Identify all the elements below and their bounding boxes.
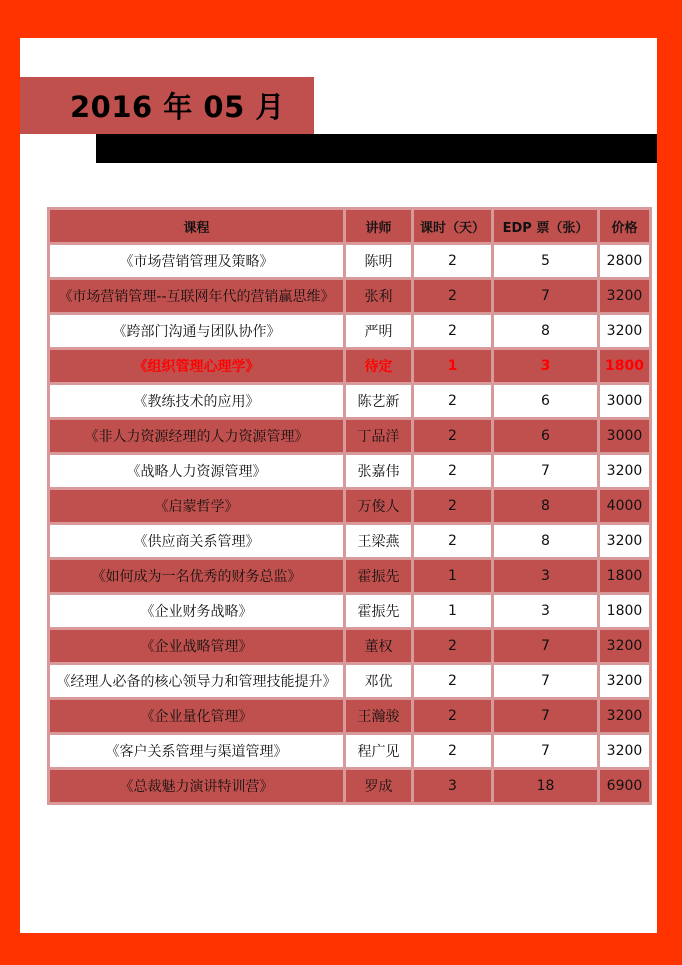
cell-price: 3200 <box>599 699 651 734</box>
cell-price: 1800 <box>599 594 651 629</box>
cell-days: 1 <box>413 594 493 629</box>
table-row <box>49 524 651 559</box>
cell-tickets: 8 <box>493 314 599 349</box>
cell-course: 《市场营销管理--互联网年代的营销赢思维》 <box>49 279 345 314</box>
cell-days: 2 <box>413 384 493 419</box>
cell-course: 《跨部门沟通与团队协作》 <box>49 314 345 349</box>
table-row <box>49 349 651 384</box>
cell-teacher: 陈明 <box>345 244 413 279</box>
cell-price: 1800 <box>599 349 651 384</box>
cell-teacher: 万俊人 <box>345 489 413 524</box>
cell-tickets: 3 <box>493 559 599 594</box>
cell-price: 3200 <box>599 454 651 489</box>
table-header-row <box>49 209 651 244</box>
cell-days: 2 <box>413 244 493 279</box>
cell-days: 2 <box>413 454 493 489</box>
table-row <box>49 734 651 769</box>
cell-teacher: 张嘉伟 <box>345 454 413 489</box>
cell-teacher: 严明 <box>345 314 413 349</box>
cell-days: 2 <box>413 629 493 664</box>
cell-course: 《战略人力资源管理》 <box>49 454 345 489</box>
cell-teacher: 待定 <box>345 349 413 384</box>
cell-price: 1800 <box>599 559 651 594</box>
column-header-tickets: EDP 票（张） <box>493 209 599 244</box>
cell-days: 2 <box>413 734 493 769</box>
cell-price: 3200 <box>599 524 651 559</box>
cell-tickets: 7 <box>493 699 599 734</box>
cell-days: 2 <box>413 279 493 314</box>
cell-teacher: 霍振先 <box>345 559 413 594</box>
cell-price: 3200 <box>599 279 651 314</box>
cell-tickets: 7 <box>493 664 599 699</box>
cell-days: 2 <box>413 489 493 524</box>
table-row <box>49 279 651 314</box>
cell-teacher: 陈艺新 <box>345 384 413 419</box>
table-body <box>49 244 651 804</box>
page-title: 2016 年 05 月 <box>70 90 285 124</box>
cell-tickets: 7 <box>493 629 599 664</box>
cell-price: 3200 <box>599 314 651 349</box>
cell-teacher: 罗成 <box>345 769 413 804</box>
cell-tickets: 7 <box>493 279 599 314</box>
table-row <box>49 244 651 279</box>
table-row <box>49 664 651 699</box>
cell-course: 《企业量化管理》 <box>49 699 345 734</box>
cell-tickets: 6 <box>493 384 599 419</box>
column-header-teacher: 讲师 <box>345 209 413 244</box>
cell-tickets: 7 <box>493 734 599 769</box>
cell-price: 3000 <box>599 419 651 454</box>
cell-tickets: 18 <box>493 769 599 804</box>
cell-days: 2 <box>413 314 493 349</box>
cell-teacher: 邓优 <box>345 664 413 699</box>
cell-tickets: 8 <box>493 524 599 559</box>
cell-tickets: 5 <box>493 244 599 279</box>
cell-course: 《非人力资源经理的人力资源管理》 <box>49 419 345 454</box>
cell-course: 《教练技术的应用》 <box>49 384 345 419</box>
cell-days: 3 <box>413 769 493 804</box>
column-header-course: 课程 <box>49 209 345 244</box>
table-row <box>49 419 651 454</box>
cell-price: 4000 <box>599 489 651 524</box>
cell-tickets: 3 <box>493 349 599 384</box>
cell-course: 《企业财务战略》 <box>49 594 345 629</box>
cell-teacher: 霍振先 <box>345 594 413 629</box>
cell-days: 1 <box>413 559 493 594</box>
cell-days: 2 <box>413 419 493 454</box>
cell-price: 3200 <box>599 629 651 664</box>
cell-tickets: 6 <box>493 419 599 454</box>
cell-tickets: 3 <box>493 594 599 629</box>
cell-course: 《启蒙哲学》 <box>49 489 345 524</box>
table-row <box>49 384 651 419</box>
cell-teacher: 王瀚骏 <box>345 699 413 734</box>
cell-course: 《组织管理心理学》 <box>49 349 345 384</box>
cell-price: 2800 <box>599 244 651 279</box>
cell-teacher: 董权 <box>345 629 413 664</box>
cell-tickets: 8 <box>493 489 599 524</box>
cell-teacher: 程广见 <box>345 734 413 769</box>
cell-course: 《客户关系管理与渠道管理》 <box>49 734 345 769</box>
table-row <box>49 699 651 734</box>
table-row <box>49 454 651 489</box>
cell-price: 3200 <box>599 734 651 769</box>
table-row <box>49 594 651 629</box>
cell-days: 2 <box>413 699 493 734</box>
cell-course: 《如何成为一名优秀的财务总监》 <box>49 559 345 594</box>
cell-teacher: 王梁燕 <box>345 524 413 559</box>
cell-course: 《总裁魅力演讲特训营》 <box>49 769 345 804</box>
cell-price: 6900 <box>599 769 651 804</box>
cell-tickets: 7 <box>493 454 599 489</box>
table-row <box>49 314 651 349</box>
table-row <box>49 489 651 524</box>
cell-course: 《经理人必备的核心领导力和管理技能提升》 <box>49 664 345 699</box>
cell-days: 2 <box>413 664 493 699</box>
course-table <box>47 207 652 805</box>
column-header-price: 价格 <box>599 209 651 244</box>
decorative-bar <box>96 134 657 163</box>
table-row <box>49 559 651 594</box>
cell-course: 《企业战略管理》 <box>49 629 345 664</box>
cell-days: 2 <box>413 524 493 559</box>
cell-teacher: 张利 <box>345 279 413 314</box>
cell-teacher: 丁品洋 <box>345 419 413 454</box>
cell-price: 3000 <box>599 384 651 419</box>
page <box>20 38 657 933</box>
table-row <box>49 629 651 664</box>
table-row <box>49 769 651 804</box>
column-header-days: 课时（天） <box>413 209 493 244</box>
cell-course: 《市场营销管理及策略》 <box>49 244 345 279</box>
cell-days: 1 <box>413 349 493 384</box>
title-banner <box>20 77 314 134</box>
cell-course: 《供应商关系管理》 <box>49 524 345 559</box>
cell-price: 3200 <box>599 664 651 699</box>
